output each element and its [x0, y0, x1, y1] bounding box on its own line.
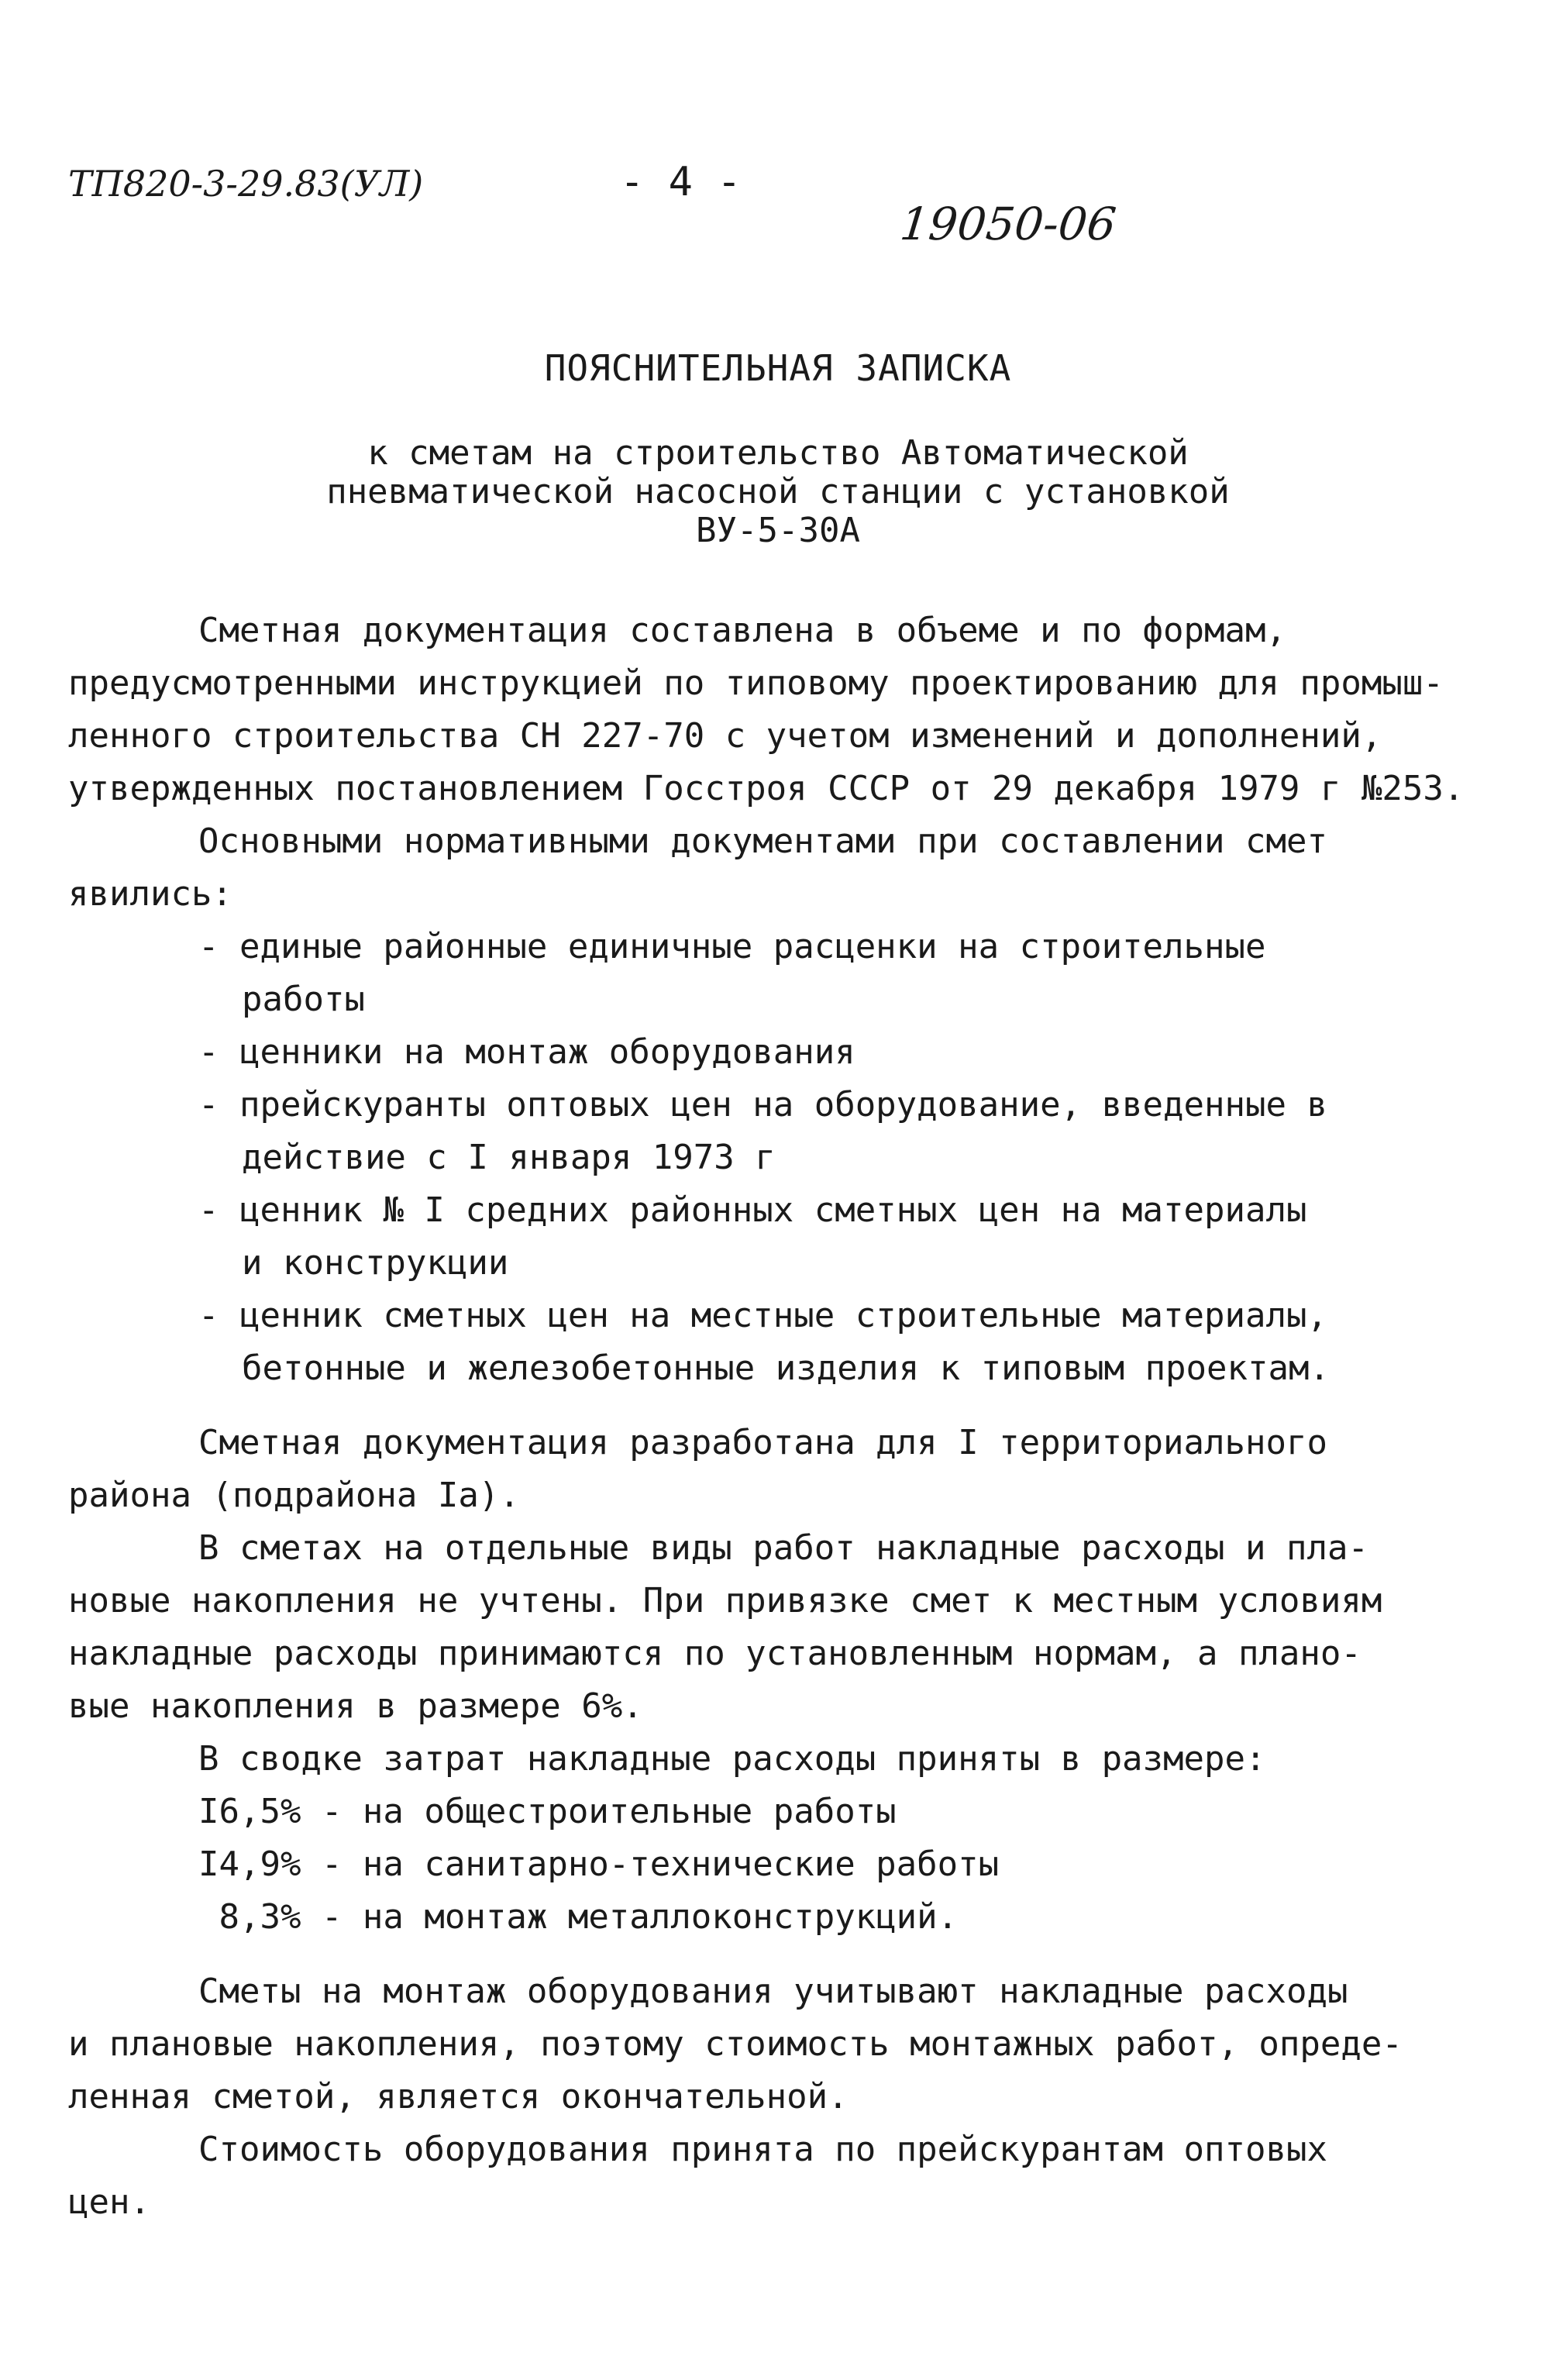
paragraph-line: ленная сметой, является окончательной. [68, 2077, 849, 2117]
list-item: - ценник № I средних районных сметных цен на материалы [198, 1190, 1307, 1230]
list-item: - единые районные единичные расценки на строительные [198, 927, 1266, 966]
paragraph-line: предусмотренными инструкцией по типовому проектированию для промыш- [68, 663, 1444, 703]
paragraph-line: накладные расходы принимаются по установленным нормам, а плано- [68, 1634, 1362, 1673]
list-item: - ценник сметных цен на местные строительные материалы, [198, 1296, 1327, 1335]
paragraph-line: цен. [68, 2182, 150, 2222]
subtitle-line: ВУ-5-30А [696, 511, 860, 550]
paragraph-line: новые накопления не учтены. При привязке смет к местным условиям [68, 1581, 1382, 1621]
paragraph-line: ленного строительства СН 227-70 с учетом изменений и дополнений, [68, 716, 1382, 756]
document-code: ТП820-3-29.83(УЛ) [68, 163, 424, 205]
paragraph-line: вые накопления в размере 6%. [68, 1686, 643, 1726]
list-item-continuation: и конструкции [242, 1243, 509, 1283]
paragraph-line: и плановые накопления, поэтому стоимость монтажных работ, опреде- [68, 2024, 1403, 2064]
page-number: - 4 - [620, 159, 742, 205]
paragraph-line: Сметы на монтаж оборудования учитывают накладные расходы [198, 1972, 1348, 2011]
list-item: - прейскуранты оптовых цен на оборудование, введенные в [198, 1085, 1327, 1125]
list-item: - ценники на монтаж оборудования [198, 1032, 855, 1072]
paragraph-line: В сводке затрат накладные расходы приняты в размере: [198, 1739, 1266, 1779]
paragraph-line: В сметах на отдельные виды работ накладные расходы и пла- [198, 1528, 1368, 1568]
paragraph-line: Сметная документация составлена в объеме и по формам, [198, 611, 1286, 650]
handwritten-number: 19050-06 [897, 198, 1119, 250]
subtitle-line: к сметам на строительство Автоматической [367, 433, 1189, 473]
rate-line: I4,9% - на санитарно-технические работы [198, 1844, 1000, 1884]
paragraph-line: утвержденных постановлением Госстроя СССР от 29 декабря 1979 г №253. [68, 769, 1465, 808]
document-body [68, 604, 1494, 2229]
paragraph-line: Основными нормативными документами при составлении смет [198, 821, 1327, 861]
paragraph-line: Сметная документация разработана для I территориального [198, 1423, 1327, 1462]
paragraph-line: района (подрайона Iа). [68, 1476, 520, 1515]
list-item-continuation: бетонные и железобетонные изделия к типовым проектам. [242, 1348, 1330, 1388]
subtitle-line: пневматической насосной станции с установкой [326, 472, 1230, 511]
rate-line: I6,5% - на общестроительные работы [198, 1792, 897, 1831]
rate-line: 8,3% - на монтаж металлоконструкций. [198, 1897, 959, 1937]
paragraph-line: явились: [68, 874, 232, 914]
paragraph-line: Стоимость оборудования принята по прейскурантам оптовых [198, 2130, 1327, 2169]
list-item-continuation: действие с I января 1973 г [242, 1138, 776, 1177]
list-item-continuation: работы [242, 980, 365, 1019]
document-title: ПОЯСНИТЕЛЬНАЯ ЗАПИСКА [544, 347, 1012, 389]
document-subtitle [0, 434, 1556, 550]
